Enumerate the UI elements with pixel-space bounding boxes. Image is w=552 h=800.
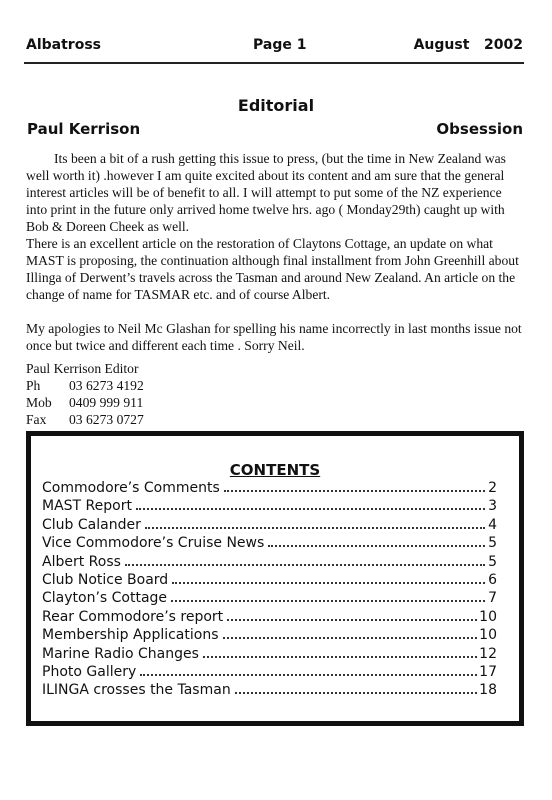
- page-number: Page 1: [253, 37, 307, 53]
- editorial-subject: Obsession: [436, 120, 523, 138]
- editor-name: Paul Kerrison Editor: [26, 361, 139, 376]
- dot-leader: [268, 545, 485, 547]
- contents-item-page: 3: [488, 498, 497, 515]
- dot-leader: [235, 692, 477, 694]
- contents-item-page: 6: [488, 571, 497, 588]
- contents-item-page: 10: [479, 608, 497, 625]
- contents-item-label: Rear Commodore’s report: [42, 608, 224, 625]
- contents-item: [42, 572, 497, 590]
- contents-item-page: 17: [479, 663, 497, 680]
- page-header: [26, 37, 523, 57]
- contents-item-page: 5: [488, 553, 497, 570]
- editorial-paragraph: My apologies to Neil Mc Glashan for spelling his name incorrectly in last months issue not once but twice and different each time . Sorry Neil.: [26, 321, 522, 353]
- contents-item: [42, 554, 497, 572]
- contact-label: Ph: [26, 378, 41, 393]
- contents-item-page: 7: [488, 590, 497, 607]
- contact-value: 03 6273 0727: [69, 412, 144, 427]
- contents-list: [42, 480, 497, 701]
- contact-label: Fax: [26, 412, 47, 427]
- issue-date: August 2002: [413, 37, 523, 53]
- contents-item: [42, 609, 497, 627]
- dot-leader: [136, 508, 485, 510]
- contents-item: [42, 498, 497, 516]
- contact-value: 0409 999 911: [69, 395, 144, 410]
- contents-item-label: Vice Commodore’s Cruise News: [42, 535, 265, 552]
- contents-item-label: Clayton’s Cottage: [42, 590, 168, 607]
- contents-item: [42, 664, 497, 682]
- contents-item-label: Photo Gallery: [42, 663, 137, 680]
- dot-leader: [145, 527, 485, 529]
- contents-item-label: ILINGA crosses the Tasman: [42, 682, 231, 699]
- dot-leader: [140, 674, 477, 676]
- contents-item-label: Club Calander: [42, 516, 141, 533]
- dot-leader: [223, 637, 478, 639]
- editorial-body: [26, 150, 522, 354]
- dot-leader: [227, 619, 477, 621]
- contents-item: [42, 480, 497, 498]
- editorial-author: Paul Kerrison: [27, 120, 141, 138]
- publication-name: Albatross: [26, 37, 101, 53]
- contents-item-page: 2: [488, 480, 497, 496]
- editor-signature: [26, 360, 144, 428]
- contact-row: [26, 411, 144, 428]
- contents-box: [26, 431, 524, 726]
- dot-leader: [203, 656, 477, 658]
- contents-item-page: 18: [479, 682, 497, 699]
- contents-item-page: 5: [488, 535, 497, 552]
- editorial-heading: Editorial: [237, 96, 315, 115]
- dot-leader: [125, 564, 485, 566]
- contents-item-label: Commodore’s Comments: [42, 480, 220, 496]
- editorial-paragraph: Its been a bit of a rush getting this issue to press, (but the time in New Zealand was well worth it) .however I am quite excited about its content and am sure that the general interest articles will be of benefit to all. I will attempt to put some of the NZ experience into print in the future only arrived home twelve hrs. ago ( Monday29th) caught up with Bob & Doreen Cheek as well.: [26, 151, 506, 234]
- contents-item: [42, 590, 497, 608]
- contact-label: Mob: [26, 395, 52, 410]
- contents-item-page: 10: [479, 627, 497, 644]
- contents-item-label: Club Notice Board: [42, 571, 169, 588]
- dot-leader: [172, 582, 485, 584]
- contact-row: [26, 377, 144, 394]
- contents-item-label: Albert Ross: [42, 553, 121, 570]
- contents-item-page: 4: [488, 516, 497, 533]
- contents-item: [42, 682, 497, 700]
- contents-item: [42, 535, 497, 553]
- contents-item-page: 12: [479, 645, 497, 662]
- contents-item: [42, 627, 497, 645]
- contents-title: CONTENTS: [229, 461, 321, 479]
- contents-item-label: MAST Report: [42, 498, 132, 515]
- editorial-paragraph: There is an excellent article on the restoration of Claytons Cottage, an update on what MAST is proposing, the continuation although final installment from John Greenhill about Illinga of Derwent’s travels across the Tasman and around New Zealand. An article on the change of name for TASMAR etc. and of course Albert.: [26, 236, 519, 302]
- contents-item: [42, 646, 497, 664]
- contents-item-label: Membership Applications: [42, 627, 219, 644]
- contact-value: 03 6273 4192: [69, 378, 144, 393]
- contents-item: [42, 517, 497, 535]
- dot-leader: [224, 490, 485, 492]
- contents-item-label: Marine Radio Changes: [42, 645, 199, 662]
- contact-row: [26, 394, 144, 411]
- dot-leader: [171, 600, 485, 602]
- header-divider: [24, 62, 524, 64]
